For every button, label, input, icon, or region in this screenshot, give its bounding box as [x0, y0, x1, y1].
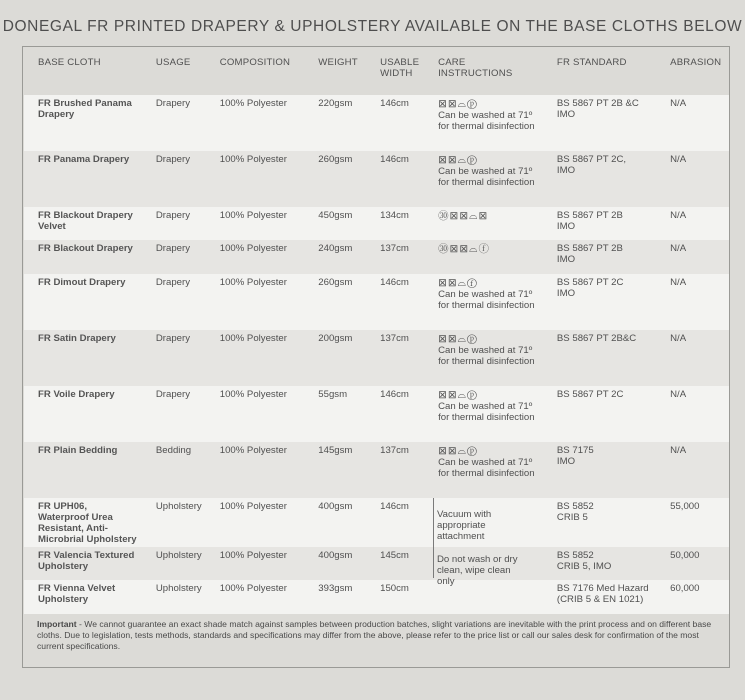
cell-usage: Drapery [142, 207, 206, 240]
cell-care [424, 442, 543, 498]
table-row [24, 151, 729, 207]
care-text: Can be washed at 71º for thermal disinfection [438, 345, 535, 367]
important-note: Important - We cannot guarantee an exact shade match against samples between production batches, slight variations are inevitable with the print process and on different base cloths. Due to legislation, tests methods, standards and specifications may differ from the above, please refer to the price list or call our sales desk for confirmation of the most current specifications. [37, 619, 712, 651]
cell-weight: 220gsm [304, 95, 366, 151]
cell-width: 134cm [366, 207, 424, 240]
page-title: DONEGAL FR PRINTED DRAPERY & UPHOLSTERY AVAILABLE ON THE BASE CLOTHS BELOW [2, 18, 743, 35]
cell-base: FR Dimout Drapery [24, 274, 142, 330]
cell-weight: 55gsm [304, 386, 366, 442]
cell-width: 145cm [366, 547, 424, 580]
upholstery-care-bracket [433, 498, 434, 578]
col-usable-width: USABLE WIDTH [380, 57, 420, 79]
cell-base: FR Plain Bedding [24, 442, 142, 498]
col-composition: COMPOSITION [219, 57, 291, 68]
col-care: CARE INSTRUCTIONS [438, 57, 513, 79]
cell-fr: BS 5867 PT 2B&C [543, 330, 656, 386]
cell-weight: 400gsm [304, 547, 366, 580]
cell-base: FR Vienna Velvet Upholstery [24, 580, 142, 614]
care-symbols-icon: ⊠⊠⌓ⓟ [438, 98, 478, 110]
cell-base: FR Panama Drapery [24, 151, 142, 207]
cell-abrasion: N/A [656, 274, 729, 330]
table-row [24, 547, 729, 580]
specs-panel [22, 46, 730, 668]
cell-abrasion: N/A [656, 95, 729, 151]
cell-base: FR Satin Drapery [24, 330, 142, 386]
cell-base: FR Voile Drapery [24, 386, 142, 442]
table-row [24, 498, 729, 547]
col-weight: WEIGHT [318, 57, 358, 68]
cell-width: 146cm [366, 151, 424, 207]
cell-comp: 100% Polyester [206, 442, 305, 498]
cell-width: 137cm [366, 442, 424, 498]
cell-weight: 240gsm [304, 240, 366, 274]
cell-comp: 100% Polyester [206, 386, 305, 442]
cell-usage: Upholstery [142, 547, 206, 580]
cell-width: 137cm [366, 240, 424, 274]
upholstery-care-vacuum: Vacuum with appropriate attachment [437, 509, 492, 542]
cell-usage: Drapery [142, 386, 206, 442]
cell-comp: 100% Polyester [206, 330, 305, 386]
base-cloth-table [24, 57, 729, 614]
table-row [24, 580, 729, 614]
care-text: Can be washed at 71º for thermal disinfection [438, 457, 535, 479]
cell-comp: 100% Polyester [206, 274, 305, 330]
table-row [24, 442, 729, 498]
cell-care [424, 151, 543, 207]
cell-abrasion: N/A [656, 151, 729, 207]
cell-weight: 393gsm [304, 580, 366, 614]
table-row [24, 386, 729, 442]
table-row [24, 207, 729, 240]
cell-care [424, 240, 543, 274]
care-symbols-icon: ⊠⊠⌓ⓟ [438, 445, 478, 457]
cell-fr: BS 7176 Med Hazard (CRIB 5 & EN 1021) [543, 580, 656, 614]
care-symbols-icon: ㉚⊠⊠⌓⊠ [438, 210, 489, 222]
cell-abrasion: 55,000 [656, 498, 729, 547]
care-symbols-icon: ⊠⊠⌓ⓟ [438, 389, 478, 401]
care-symbols-icon: ⊠⊠⌓ⓟ [438, 333, 478, 345]
cell-usage: Drapery [142, 151, 206, 207]
cell-fr: BS 5867 PT 2C IMO [543, 274, 656, 330]
cell-care [424, 95, 543, 151]
table-row [24, 330, 729, 386]
cell-width: 146cm [366, 274, 424, 330]
cell-weight: 260gsm [304, 151, 366, 207]
col-fr-standard: FR STANDARD [556, 57, 627, 68]
cell-base: FR UPH06, Waterproof Urea Resistant, Anti-Microbrial Upholstery [24, 498, 142, 547]
care-text: Can be washed at 71º for thermal disinfection [438, 401, 535, 423]
col-base-cloth: BASE CLOTH [38, 57, 101, 68]
cell-weight: 400gsm [304, 498, 366, 547]
cell-base: FR Blackout Drapery Velvet [24, 207, 142, 240]
cell-fr: BS 5867 PT 2C, IMO [543, 151, 656, 207]
cell-base: FR Blackout Drapery [24, 240, 142, 274]
cell-abrasion: 60,000 [656, 580, 729, 614]
cell-fr: BS 5867 PT 2C [543, 386, 656, 442]
care-text: Can be washed at 71º for thermal disinfection [438, 166, 535, 188]
cell-width: 146cm [366, 95, 424, 151]
table-row [24, 274, 729, 330]
cell-weight: 200gsm [304, 330, 366, 386]
cell-abrasion: 50,000 [656, 547, 729, 580]
cell-usage: Bedding [142, 442, 206, 498]
cell-fr: BS 5867 PT 2B IMO [543, 240, 656, 274]
cell-care [424, 386, 543, 442]
table-row [24, 240, 729, 274]
cell-usage: Upholstery [142, 498, 206, 547]
cell-abrasion: N/A [656, 207, 729, 240]
cell-fr: BS 7175 IMO [543, 442, 656, 498]
cell-fr: BS 5852 CRIB 5 [543, 498, 656, 547]
cell-weight: 450gsm [304, 207, 366, 240]
cell-abrasion: N/A [656, 330, 729, 386]
care-text: Can be washed at 71º for thermal disinfection [438, 289, 535, 311]
cell-comp: 100% Polyester [206, 580, 305, 614]
upholstery-care-nowash: Do not wash or dry clean, wipe clean only [437, 554, 518, 587]
cell-comp: 100% Polyester [206, 547, 305, 580]
cell-usage: Drapery [142, 274, 206, 330]
cell-usage: Drapery [142, 330, 206, 386]
cell-comp: 100% Polyester [206, 151, 305, 207]
cell-weight: 260gsm [304, 274, 366, 330]
cell-care [424, 330, 543, 386]
cell-care [424, 207, 543, 240]
care-symbols-icon: ⊠⊠⌓ⓕ [438, 277, 478, 289]
col-abrasion: ABRASION [670, 57, 722, 68]
cell-comp: 100% Polyester [206, 240, 305, 274]
cell-comp: 100% Polyester [206, 498, 305, 547]
cell-abrasion: N/A [656, 240, 729, 274]
cell-weight: 145gsm [304, 442, 366, 498]
cell-width: 137cm [366, 330, 424, 386]
cell-care [424, 274, 543, 330]
care-text: Can be washed at 71º for thermal disinfection [438, 110, 535, 132]
cell-width: 150cm [366, 580, 424, 614]
cell-fr: BS 5867 PT 2B &C IMO [543, 95, 656, 151]
cell-width: 146cm [366, 498, 424, 547]
cell-usage: Upholstery [142, 580, 206, 614]
table-row [24, 95, 729, 151]
cell-comp: 100% Polyester [206, 95, 305, 151]
cell-abrasion: N/A [656, 442, 729, 498]
cell-base: FR Valencia Textured Upholstery [24, 547, 142, 580]
cell-width: 146cm [366, 386, 424, 442]
cell-fr: BS 5852 CRIB 5, IMO [543, 547, 656, 580]
cell-usage: Drapery [142, 95, 206, 151]
cell-comp: 100% Polyester [206, 207, 305, 240]
cell-usage: Drapery [142, 240, 206, 274]
care-symbols-icon: ㉚⊠⊠⌓ⓕ [438, 243, 490, 255]
cell-fr: BS 5867 PT 2B IMO [543, 207, 656, 240]
cell-base: FR Brushed Panama Drapery [24, 95, 142, 151]
cell-abrasion: N/A [656, 386, 729, 442]
col-usage: USAGE [155, 57, 191, 68]
care-symbols-icon: ⊠⊠⌓ⓟ [438, 154, 478, 166]
table-header-row [24, 57, 729, 95]
